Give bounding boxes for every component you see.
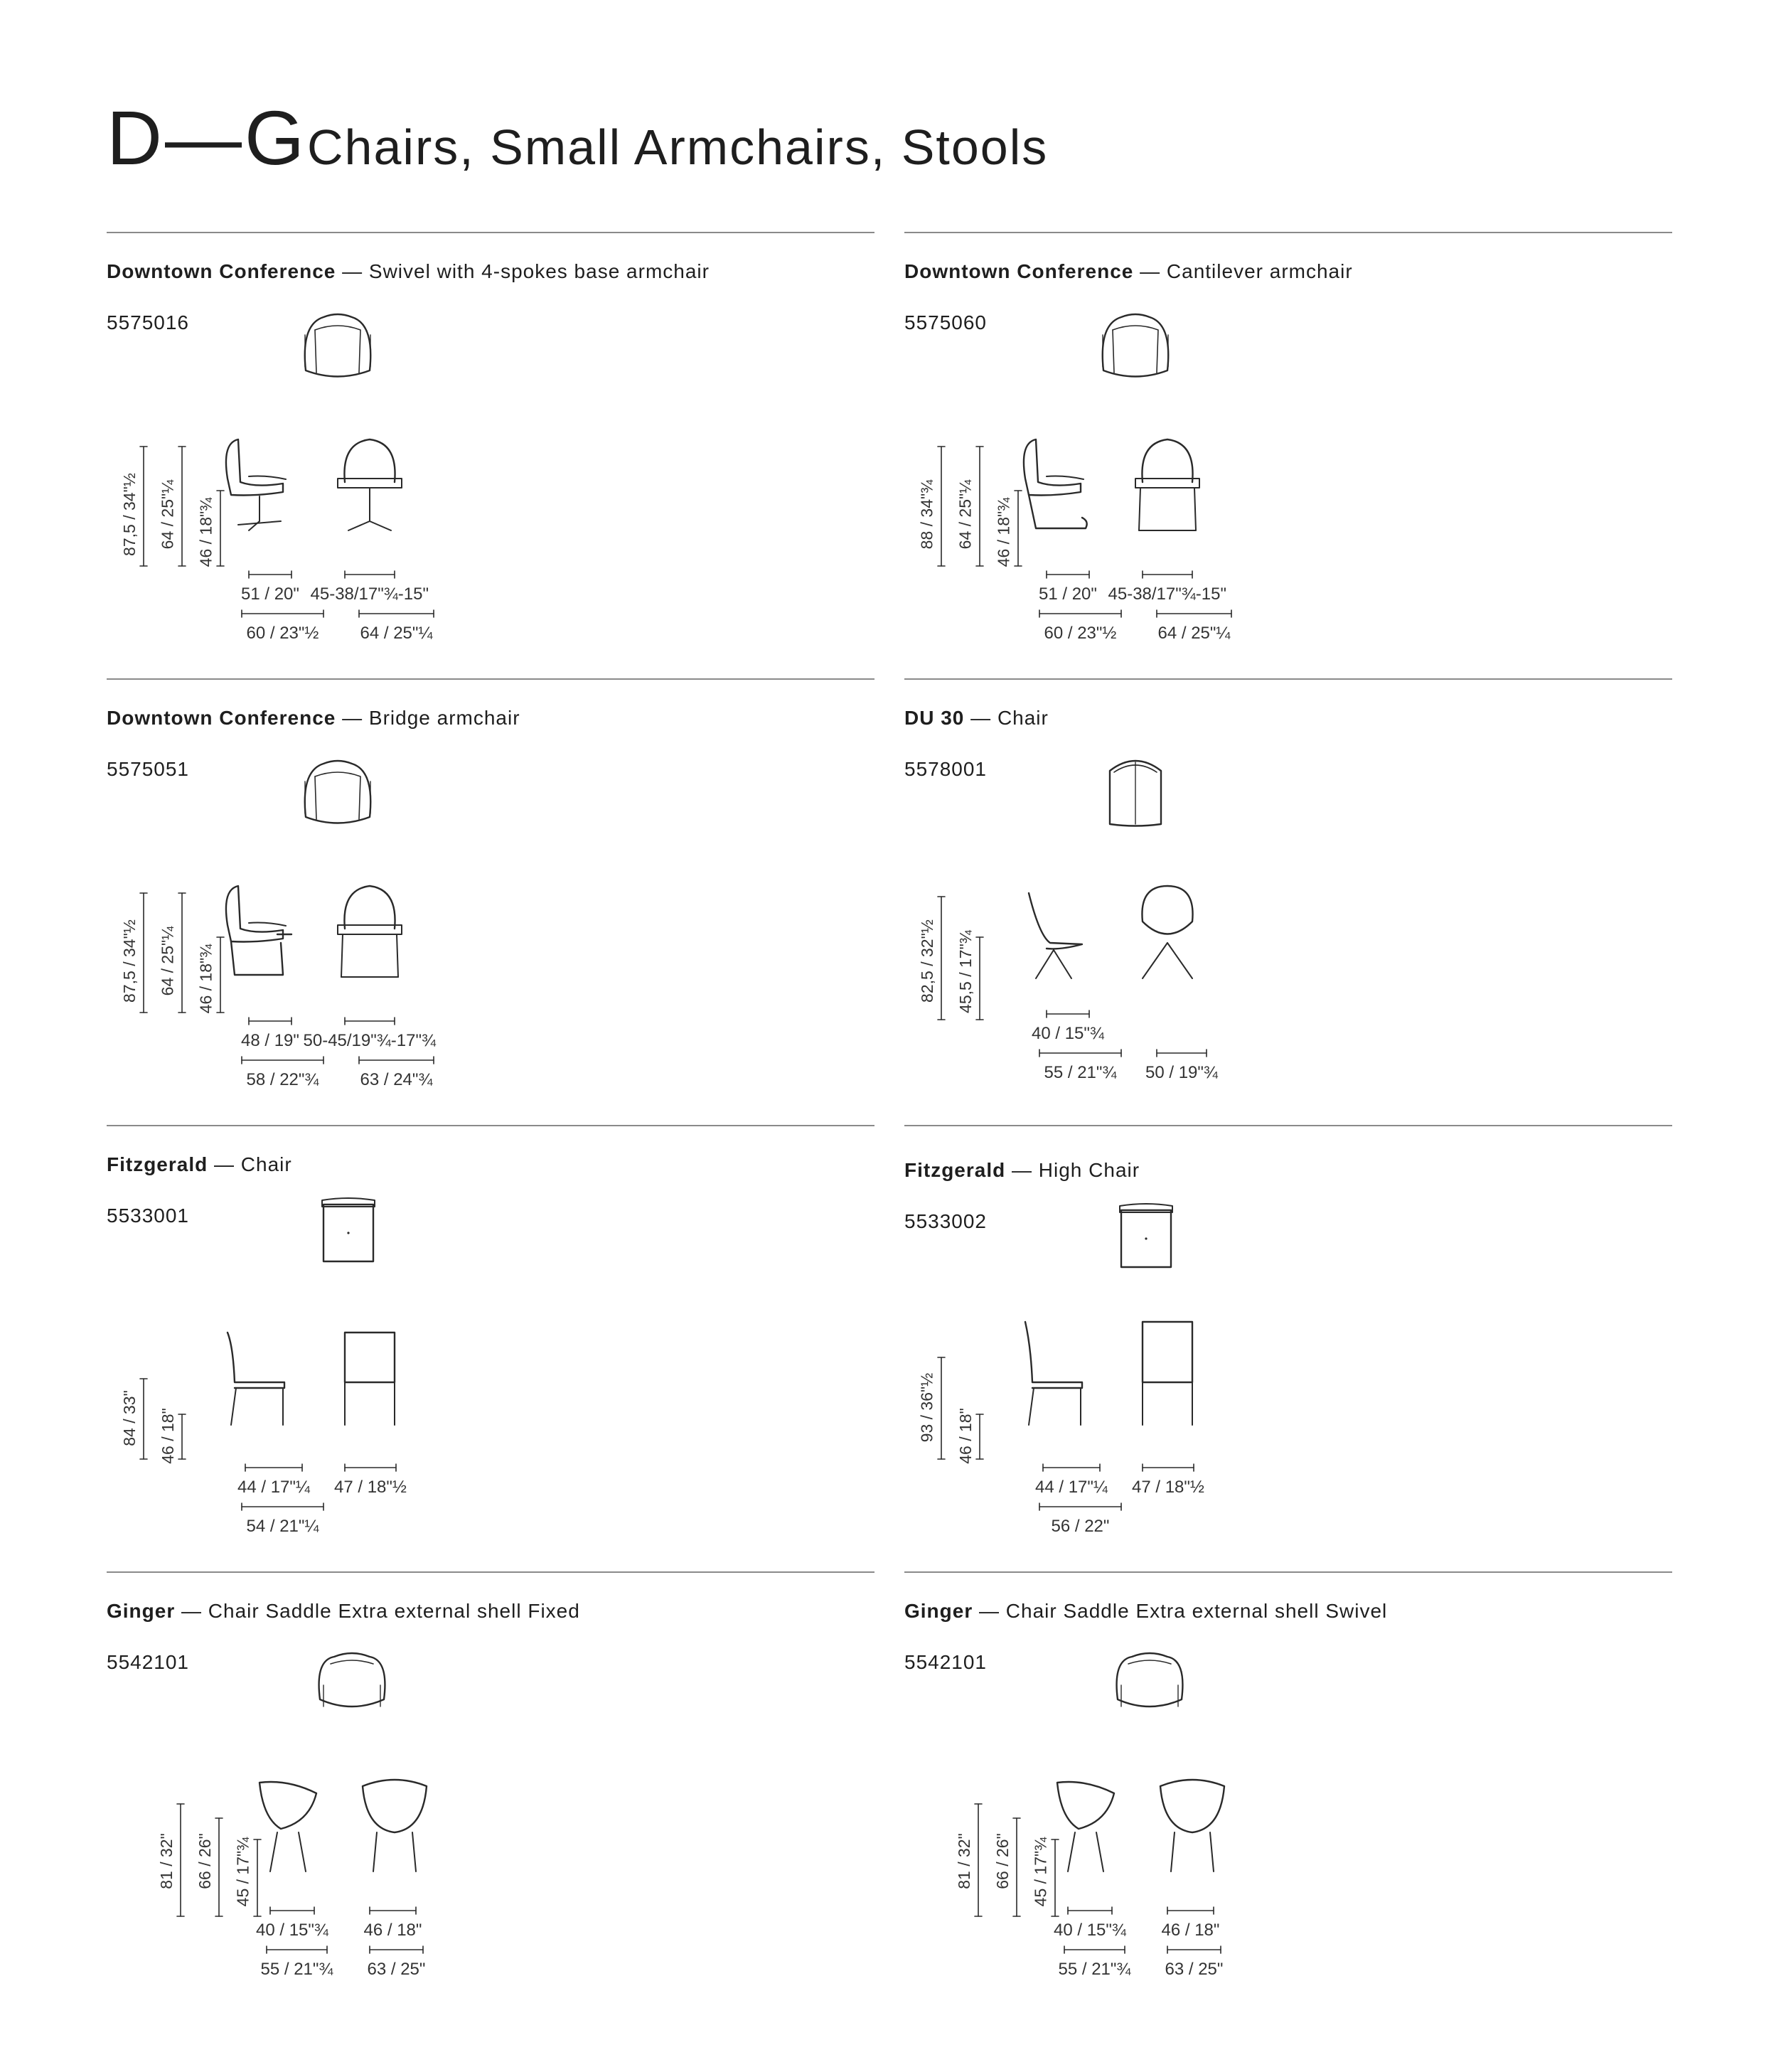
height-dimension-label: 45 / 17"¾ bbox=[1031, 1837, 1050, 1906]
width-dimension-label: 64 / 25"¼ bbox=[1157, 624, 1231, 643]
product-title: Downtown Conference — Swivel with 4-spokes base armchair bbox=[107, 260, 710, 282]
width-dimension-line bbox=[1039, 1503, 1121, 1510]
product-drawing bbox=[904, 1126, 1672, 1573]
width-dimension-label: 44 / 17"¼ bbox=[1035, 1478, 1108, 1497]
width-dimension-line bbox=[1157, 1050, 1207, 1057]
height-dimension-line bbox=[254, 1839, 261, 1916]
height-dimension-line bbox=[976, 1414, 983, 1459]
top-view-drawing bbox=[1103, 314, 1169, 377]
front-view-drawing bbox=[1135, 439, 1199, 530]
width-dimension-label: 46 / 18" bbox=[363, 1921, 422, 1940]
width-dimension-line bbox=[345, 571, 395, 578]
height-dimension-label: 82,5 / 32"½ bbox=[917, 919, 936, 1003]
width-dimension-line bbox=[370, 1907, 416, 1914]
width-dimension-label: 44 / 17"¼ bbox=[237, 1478, 310, 1497]
height-dimension-line bbox=[938, 897, 945, 1020]
width-dimension-line bbox=[1167, 1907, 1214, 1914]
product-name: Ginger bbox=[107, 1600, 176, 1622]
product-title: Fitzgerald — High Chair bbox=[904, 1159, 1140, 1181]
product-code: 5542101 bbox=[107, 1651, 190, 1673]
side-view-drawing bbox=[1024, 439, 1087, 528]
height-dimension-label: 81 / 32" bbox=[954, 1832, 973, 1889]
front-view-drawing bbox=[1142, 886, 1192, 978]
width-dimension-line bbox=[1157, 610, 1231, 617]
width-dimension-label: 58 / 22"¾ bbox=[246, 1070, 319, 1089]
width-dimension-label: 60 / 23"½ bbox=[1044, 624, 1117, 643]
height-dimension-line bbox=[217, 491, 224, 566]
product-drawing bbox=[107, 680, 874, 1126]
front-view-drawing bbox=[345, 1333, 395, 1425]
side-view-drawing bbox=[226, 886, 291, 975]
width-dimension-label: 55 / 21"¾ bbox=[260, 1960, 333, 1979]
product-card bbox=[107, 232, 874, 680]
height-dimension-label: 66 / 26" bbox=[993, 1832, 1012, 1889]
width-dimension-label: 40 / 15"¾ bbox=[256, 1921, 328, 1940]
product-name: Downtown Conference bbox=[107, 707, 336, 729]
product-desc: Chair bbox=[997, 707, 1049, 729]
width-dimension-line bbox=[359, 1057, 434, 1064]
top-view-drawing bbox=[305, 761, 371, 823]
height-dimension-line bbox=[177, 1804, 184, 1916]
width-dimension-line bbox=[345, 1018, 395, 1025]
width-dimension-line bbox=[1047, 571, 1089, 578]
product-title: DU 30 — Chair bbox=[904, 707, 1049, 729]
width-dimension-label: 50 / 19"¾ bbox=[1145, 1063, 1218, 1082]
product-code: 5533002 bbox=[904, 1210, 988, 1232]
width-dimension-label: 64 / 25"¼ bbox=[360, 624, 433, 643]
product-title: Ginger — Chair Saddle Extra external shell Swivel bbox=[904, 1600, 1388, 1622]
product-code: 5578001 bbox=[904, 758, 988, 780]
width-dimension-line bbox=[245, 1464, 302, 1471]
top-view-drawing bbox=[1117, 1653, 1183, 1707]
product-name: Downtown Conference bbox=[107, 260, 336, 282]
width-dimension-line bbox=[1043, 1464, 1100, 1471]
width-dimension-line bbox=[249, 571, 291, 578]
height-dimension-label: 64 / 25"¼ bbox=[158, 926, 177, 995]
width-dimension-label: 40 / 15"¾ bbox=[1032, 1024, 1104, 1043]
width-dimension-label: 63 / 25" bbox=[1165, 1960, 1224, 1979]
width-dimension-line bbox=[1039, 610, 1121, 617]
product-name: Downtown Conference bbox=[904, 260, 1134, 282]
height-dimension-label: 46 / 18"¾ bbox=[196, 497, 215, 567]
height-dimension-line bbox=[938, 447, 945, 566]
height-dimension-line bbox=[1015, 491, 1022, 566]
product-title: Downtown Conference — Bridge armchair bbox=[107, 707, 520, 729]
product-desc: Chair bbox=[240, 1153, 292, 1175]
section-title: Chairs, Small Armchairs, Stools bbox=[307, 119, 1049, 175]
product-code: 5575060 bbox=[904, 311, 988, 333]
top-view-drawing bbox=[305, 314, 371, 377]
product-desc: Cantilever armchair bbox=[1166, 260, 1353, 282]
product-name: DU 30 bbox=[904, 707, 965, 729]
height-dimension-line bbox=[938, 1357, 945, 1459]
height-dimension-line bbox=[215, 1818, 223, 1916]
width-dimension-line bbox=[1143, 1464, 1194, 1471]
height-dimension-label: 84 / 33" bbox=[119, 1389, 139, 1446]
width-dimension-label: 47 / 18"½ bbox=[334, 1478, 407, 1497]
width-dimension-line bbox=[242, 610, 323, 617]
width-dimension-label: 47 / 18"½ bbox=[1132, 1478, 1204, 1497]
width-dimension-label: 45-38/17"¾-15" bbox=[310, 584, 429, 604]
width-dimension-line bbox=[267, 1946, 327, 1953]
product-drawing bbox=[107, 1573, 874, 2019]
top-view-drawing bbox=[1110, 761, 1161, 826]
top-view-drawing bbox=[322, 1198, 375, 1261]
height-dimension-line bbox=[140, 893, 147, 1013]
section-code: D—G bbox=[107, 95, 307, 181]
side-view-drawing bbox=[226, 439, 286, 530]
product-name: Fitzgerald bbox=[904, 1159, 1006, 1181]
product-desc: Chair Saddle Extra external shell Swivel bbox=[1005, 1600, 1388, 1622]
width-dimension-label: 56 / 22" bbox=[1051, 1517, 1110, 1536]
product-name: Ginger bbox=[904, 1600, 973, 1622]
height-dimension-line bbox=[1052, 1839, 1059, 1916]
width-dimension-line bbox=[1064, 1946, 1125, 1953]
product-title: Downtown Conference — Cantilever armchair bbox=[904, 260, 1353, 282]
top-view-drawing bbox=[319, 1653, 385, 1707]
height-dimension-label: 93 / 36"½ bbox=[917, 1372, 936, 1442]
product-card bbox=[107, 1571, 874, 2019]
height-dimension-label: 46 / 18" bbox=[956, 1407, 975, 1464]
width-dimension-line bbox=[1068, 1907, 1112, 1914]
product-desc: Chair Saddle Extra external shell Fixed bbox=[208, 1600, 580, 1622]
width-dimension-label: 51 / 20" bbox=[1039, 584, 1097, 604]
width-dimension-label: 50-45/19"¾-17"¾ bbox=[303, 1031, 437, 1050]
height-dimension-label: 46 / 18"¾ bbox=[196, 944, 215, 1013]
width-dimension-line bbox=[242, 1503, 323, 1510]
front-view-drawing bbox=[338, 886, 402, 977]
product-card bbox=[107, 1125, 874, 1573]
product-code: 5575051 bbox=[107, 758, 190, 780]
height-dimension-line bbox=[178, 1414, 186, 1459]
height-dimension-label: 87,5 / 34"½ bbox=[119, 919, 139, 1003]
height-dimension-label: 46 / 18"¾ bbox=[994, 497, 1013, 567]
width-dimension-label: 45-38/17"¾-15" bbox=[1108, 584, 1226, 604]
product-drawing bbox=[904, 680, 1672, 1126]
width-dimension-line bbox=[359, 610, 434, 617]
width-dimension-line bbox=[345, 1464, 396, 1471]
product-card bbox=[904, 1125, 1672, 1573]
product-drawing bbox=[107, 1126, 874, 1573]
product-card bbox=[904, 1571, 1672, 2019]
width-dimension-label: 63 / 24"¾ bbox=[360, 1070, 433, 1089]
product-card bbox=[904, 678, 1672, 1126]
product-code: 5533001 bbox=[107, 1205, 190, 1227]
height-dimension-line bbox=[140, 447, 147, 566]
height-dimension-label: 45 / 17"¾ bbox=[233, 1837, 252, 1906]
width-dimension-line bbox=[270, 1907, 314, 1914]
product-card bbox=[107, 678, 874, 1126]
height-dimension-label: 81 / 32" bbox=[156, 1832, 176, 1889]
width-dimension-label: 46 / 18" bbox=[1161, 1921, 1220, 1940]
height-dimension-label: 88 / 34"¾ bbox=[917, 479, 936, 549]
height-dimension-line bbox=[178, 893, 186, 1013]
width-dimension-line bbox=[1039, 1050, 1121, 1057]
width-dimension-label: 55 / 21"¾ bbox=[1044, 1063, 1117, 1082]
front-view-drawing bbox=[338, 439, 402, 530]
width-dimension-label: 54 / 21"¼ bbox=[246, 1517, 319, 1536]
front-view-drawing bbox=[1160, 1780, 1224, 1871]
product-title: Ginger — Chair Saddle Extra external shell Fixed bbox=[107, 1600, 580, 1622]
width-dimension-label: 60 / 23"½ bbox=[246, 624, 319, 643]
side-view-drawing bbox=[1029, 893, 1082, 978]
width-dimension-line bbox=[242, 1057, 323, 1064]
top-view-drawing bbox=[1120, 1204, 1172, 1267]
width-dimension-label: 55 / 21"¾ bbox=[1058, 1960, 1131, 1979]
height-dimension-label: 64 / 25"¼ bbox=[158, 479, 177, 549]
product-desc: High Chair bbox=[1038, 1159, 1140, 1181]
product-card bbox=[904, 232, 1672, 680]
product-code: 5542101 bbox=[904, 1651, 988, 1673]
height-dimension-label: 66 / 26" bbox=[195, 1832, 214, 1889]
height-dimension-line bbox=[975, 1804, 982, 1916]
product-drawing bbox=[904, 233, 1672, 680]
height-dimension-line bbox=[976, 937, 983, 1020]
product-title: Fitzgerald — Chair bbox=[107, 1153, 292, 1175]
height-dimension-label: 46 / 18" bbox=[158, 1407, 177, 1464]
front-view-drawing bbox=[363, 1780, 427, 1871]
side-view-drawing bbox=[1057, 1782, 1114, 1871]
side-view-drawing bbox=[1025, 1322, 1082, 1425]
side-view-drawing bbox=[228, 1333, 284, 1425]
height-dimension-label: 64 / 25"¼ bbox=[956, 479, 975, 549]
height-dimension-label: 45,5 / 17"¾ bbox=[956, 929, 975, 1013]
product-name: Fitzgerald bbox=[107, 1153, 208, 1175]
height-dimension-label: 87,5 / 34"½ bbox=[119, 472, 139, 556]
height-dimension-line bbox=[976, 447, 983, 566]
width-dimension-label: 63 / 25" bbox=[367, 1960, 426, 1979]
width-dimension-label: 51 / 20" bbox=[241, 584, 299, 604]
width-dimension-label: 48 / 19" bbox=[241, 1031, 299, 1050]
front-view-drawing bbox=[1143, 1322, 1192, 1425]
width-dimension-line bbox=[1167, 1946, 1221, 1953]
width-dimension-line bbox=[249, 1018, 291, 1025]
height-dimension-line bbox=[1013, 1818, 1020, 1916]
product-drawing bbox=[107, 233, 874, 680]
side-view-drawing bbox=[260, 1782, 316, 1871]
width-dimension-line bbox=[1047, 1010, 1089, 1018]
height-dimension-line bbox=[217, 937, 224, 1013]
product-code: 5575016 bbox=[107, 311, 190, 333]
width-dimension-line bbox=[1143, 571, 1192, 578]
product-desc: Swivel with 4-spokes base armchair bbox=[368, 260, 710, 282]
height-dimension-line bbox=[178, 447, 186, 566]
width-dimension-line bbox=[370, 1946, 423, 1953]
height-dimension-line bbox=[140, 1379, 147, 1459]
product-desc: Bridge armchair bbox=[368, 707, 520, 729]
product-drawing bbox=[904, 1573, 1672, 2019]
width-dimension-label: 40 / 15"¾ bbox=[1054, 1921, 1126, 1940]
